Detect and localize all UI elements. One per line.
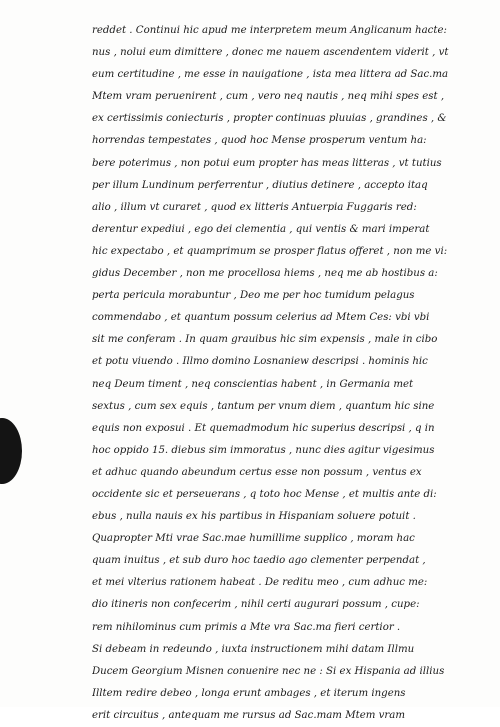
binding-shadow	[0, 418, 22, 484]
manuscript-line: commendabo , et quantum possum celerius ad Mtem Ces: vbi vbi	[92, 312, 430, 324]
manuscript-line: per illum Lundinum perferrentur , diutius detinere , accepto itaq	[92, 179, 428, 191]
handwritten-text-block	[92, 20, 472, 727]
manuscript-line: hic expectabo , et quamprimum se prosper flatus offeret , non me vi:	[92, 245, 448, 257]
manuscript-line: dio itineris non confecerim , nihil certi augurari possum , cupe:	[92, 599, 420, 611]
manuscript-line: derentur expediui , ego dei clementia , qui ventis & mari imperat	[92, 223, 430, 235]
manuscript-line: alio , illum vt curaret , quod ex litteris Antuerpia Fuggaris red:	[92, 201, 417, 213]
manuscript-line: hoc oppido 15. diebus sim immoratus , nunc dies agitur vigesimus	[92, 444, 435, 456]
manuscript-line: et mei vlterius rationem habeat . De reditu meo , cum adhuc me:	[92, 577, 428, 589]
manuscript-line: ex certissimis coniecturis , propter continuas pluuias , grandines , &	[92, 113, 447, 125]
manuscript-line: et adhuc quando abeundum certus esse non possum , ventus ex	[92, 466, 422, 478]
manuscript-line: bere poterimus , non potui eum propter has meas litteras , vt tutius	[92, 157, 442, 169]
manuscript-line: reddet . Continui hic apud me interpretem meum Anglicanum hacte:	[92, 25, 447, 36]
manuscript-line: sit me conferam . In quam grauibus hic sim expensis , male in cibo	[92, 334, 438, 346]
manuscript-line: occidente sic et perseuerans , q toto hoc Mense , et multis ante di:	[92, 488, 437, 500]
manuscript-line: nus , nolui eum dimittere , donec me nauem ascendentem viderit , vt	[92, 47, 449, 59]
manuscript-line: Ducem Georgium Misnen conuenire nec ne : Si ex Hispania ad illius	[92, 665, 445, 677]
manuscript-line: et potu viuendo . Illmo domino Losnaniew descripsi . hominis hic	[92, 356, 428, 368]
manuscript-line: erit circuitus , antequam me rursus ad Sac.mam Mtem vram	[92, 709, 406, 721]
manuscript-line: Quapropter Mti vrae Sac.mae humillime supplico , moram hac	[92, 533, 415, 545]
manuscript-line: equis non exposui . Et quemadmodum hic superius descripsi , q in	[92, 422, 435, 434]
manuscript-line: gidus December , non me procellosa hiems , neq me ab hostibus a:	[92, 268, 438, 280]
manuscript-line: neq Deum timent , neq conscientias habent , in Germania met	[92, 378, 414, 390]
manuscript-line: Illtem redire debeo , longa erunt ambages , et iterum ingens	[92, 687, 406, 699]
manuscript-line: horrendas tempestates , quod hoc Mense prosperum ventum ha:	[92, 135, 427, 147]
manuscript-line: Si debeam in redeundo , iuxta instructionem mihi datam Illmu	[92, 643, 415, 655]
manuscript-line: rem nihilominus cum primis a Mte vra Sac.ma fieri certior .	[92, 621, 401, 633]
manuscript-line: sextus , cum sex equis , tantum per vnum diem , quantum hic sine	[92, 400, 435, 412]
manuscript-line: quam inuitus , et sub duro hoc taedio ago clementer perpendat ,	[92, 555, 426, 567]
manuscript-line: eum certitudine , me esse in nauigatione , ista mea littera ad Sac.ma	[92, 69, 449, 81]
manuscript-line: Mtem vram peruenirent , cum , vero neq nautis , neq mihi spes est ,	[92, 91, 445, 103]
manuscript-line: ebus , nulla nauis ex his partibus in Hispaniam soluere potuit .	[92, 511, 416, 523]
manuscript-line: perta pericula morabuntur , Deo me per hoc tumidum pelagus	[92, 290, 415, 302]
